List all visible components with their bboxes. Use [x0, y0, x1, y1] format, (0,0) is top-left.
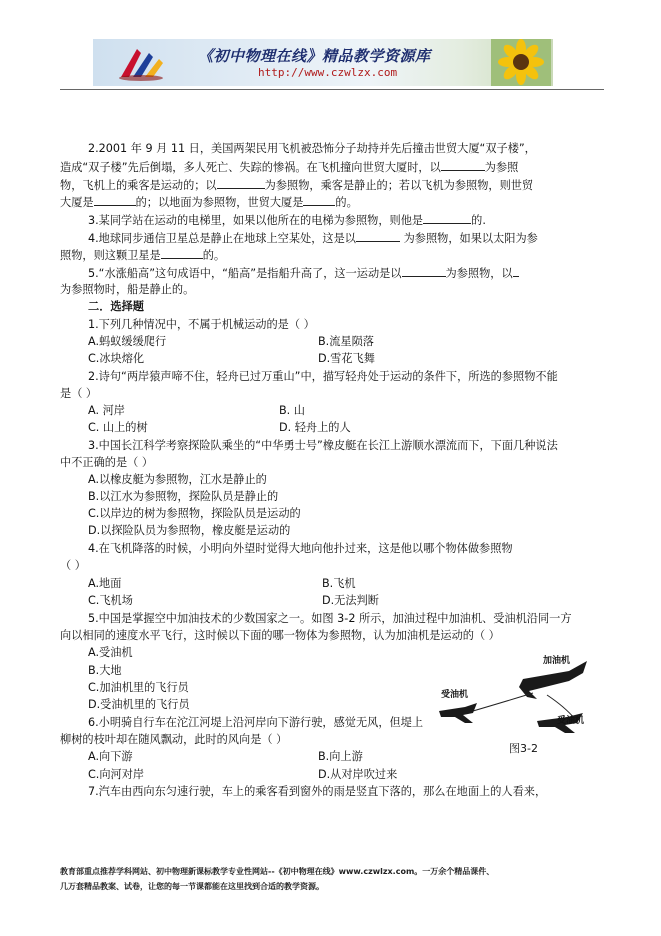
q5-line-1 [88, 265, 519, 282]
c3-option-b[interactable]: B.以江水为参照物，探险队员是静止的 [88, 490, 279, 503]
answer-blank[interactable] [303, 194, 335, 206]
footer-line-2: 几万套精品教案、试卷，让您的每一节课都能在这里找到合适的教学资源。 [60, 882, 324, 891]
refueler-plane-icon [519, 661, 587, 699]
c3-stem-1: 3.中国长江科学考察探险队乘坐的“中华勇士号”橡皮艇在长江上游顺水漂流而下，下面几种说法 [88, 439, 558, 452]
header-rule [60, 89, 604, 90]
q3-line [88, 212, 486, 229]
footer-line-1: 教育部重点推荐学科网站、初中物理新课标教学专业性网站--《初中物理在线》www.czwlzx.com。一万余个精品课件、 [60, 867, 495, 876]
q2-text: 大厦是 [60, 196, 94, 209]
q5-line-2: 为参照物时，船是静止的。 [60, 283, 195, 296]
banner-title: 《初中物理在线》精品教学资源库 [198, 47, 431, 65]
header-banner [93, 39, 553, 86]
c6-stem-2: 柳树的枝叶却在随风飘动，此时的风向是（ ） [60, 733, 288, 746]
c1-option-a[interactable]: A.蚂蚁缓缓爬行 [88, 335, 167, 348]
c2-option-a[interactable]: A. 河岸 [88, 404, 125, 417]
page-footer [60, 864, 620, 894]
q5-text: 5.“水涨船高”这句成语中，“船高”是指船升高了，这一运动是以 [88, 267, 402, 280]
c3-stem-2: 中不正确的是（ ） [60, 456, 154, 469]
q4-line-2 [60, 247, 225, 264]
c7-stem-1: 7.汽车由西向东匀速行驶，车上的乘客看到窗外的雨是竖直下落的，那么在地面上的人看来， [88, 785, 547, 798]
banner-url[interactable]: http://www.czwlzx.com [258, 66, 398, 79]
c6-option-a[interactable]: A.向下游 [88, 750, 133, 763]
c6-option-b[interactable]: B.向上游 [318, 750, 363, 763]
answer-blank[interactable] [356, 230, 400, 242]
receiver-plane-left-icon [439, 703, 477, 723]
refueling-figure [437, 651, 597, 754]
q5-text: 为参照物，以 [445, 267, 513, 280]
c6-option-c[interactable]: C.向河对岸 [88, 768, 145, 781]
c5-stem-1: 5.中国是掌握空中加油技术的少数国家之一。如图 3-2 所示，加油过程中加油机、受油机沿同一方 [88, 612, 572, 625]
section-heading: 二．选择题 [88, 300, 144, 313]
c1-stem: 1.下列几种情况中，不属于机械运动的是（ ） [88, 318, 315, 331]
c2-stem-2: 是（ ） [60, 387, 98, 400]
c5-option-c[interactable]: C.加油机里的飞行员 [88, 681, 189, 694]
q2-line-3 [60, 177, 533, 194]
answer-blank[interactable] [402, 265, 446, 277]
figure-label-refueler: 加油机 [543, 656, 571, 666]
q2-line-2 [60, 159, 518, 176]
c2-option-c[interactable]: C. 山上的树 [88, 421, 148, 434]
answer-blank[interactable] [161, 247, 203, 259]
q4-line-1 [88, 230, 538, 247]
c5-option-b[interactable]: B.大地 [88, 664, 122, 677]
answer-blank[interactable] [423, 212, 471, 224]
c3-option-d[interactable]: D.以探险队员为参照物，橡皮艇是运动的 [88, 524, 291, 537]
c4-option-c[interactable]: C.飞机场 [88, 594, 133, 607]
c2-option-b[interactable]: B. 山 [279, 404, 305, 417]
answer-blank[interactable] [217, 177, 265, 189]
q2-line-1: 2.2001 年 9 月 11 日，美国两架民用飞机被恐怖分子劫持并先后撞击世贸大厦“双子楼”， [88, 142, 536, 155]
answer-blank[interactable] [94, 194, 136, 206]
q2-text: 造成“双子楼”先后倒塌，多人死亡、失踪的惨祸。在飞机撞向世贸大厦时，以 [60, 161, 441, 174]
c1-option-b[interactable]: B.流星陨落 [318, 335, 374, 348]
c4-stem-2: （ ） [60, 559, 86, 572]
q2-text: 为参照 [484, 161, 519, 174]
q4-text: 的。 [202, 249, 226, 262]
c6-option-d[interactable]: D.从对岸吹过来 [318, 768, 398, 781]
answer-blank[interactable] [513, 265, 519, 277]
answer-blank[interactable] [441, 159, 485, 171]
c4-option-d[interactable]: D.无法判断 [322, 594, 379, 607]
q2-line-4 [60, 194, 358, 211]
c1-option-d[interactable]: D.雪花飞舞 [318, 352, 375, 365]
q2-text: 的；以地面为参照物，世贸大厦是 [135, 196, 304, 209]
figure-caption: 图3-2 [509, 742, 538, 755]
c2-option-d[interactable]: D. 轻舟上的人 [279, 421, 351, 434]
c2-stem-1: 2.诗句“两岸猿声啼不住，轻舟已过万重山”中，描写轻舟处于运动的条件下，所选的参照物不能 [88, 370, 558, 383]
c4-stem-1: 4.在飞机降落的时候，小明向外望时觉得大地向他扑过来，这是他以哪个物体做参照物 [88, 542, 513, 555]
site-logo-icon [115, 43, 167, 83]
q2-text: 的。 [335, 196, 358, 209]
c5-option-a[interactable]: A.受油机 [88, 646, 133, 659]
sunflower-icon [491, 39, 551, 86]
q2-text: 物，飞机上的乘客是运动的；以 [60, 179, 217, 192]
c5-option-d[interactable]: D.受油机里的飞行员 [88, 698, 190, 711]
q2-text: 为参照物，乘客是静止的；若以飞机为参照物，则世贸 [264, 179, 534, 192]
q4-text: 照物，则这颗卫星是 [60, 249, 161, 262]
q3-text: 3.某同学站在运动的电梯里，如果以他所在的电梯为参照物，则他是 [88, 214, 424, 227]
c5-stem-2: 向以相同的速度水平飞行，这时候以下面的哪一物体为参照物，认为加油机是运动的（ ） [60, 629, 500, 642]
c1-option-c[interactable]: C.冰块熔化 [88, 352, 145, 365]
q4-text: 4.地球同步通信卫星总是静止在地球上空某处，这是以 [88, 232, 356, 245]
c6-stem-1: 6.小明骑自行车在沱江河堤上沿河岸向下游行驶，感觉无风，但堤上 [88, 716, 424, 729]
c4-option-b[interactable]: B.飞机 [322, 577, 356, 590]
c3-option-a[interactable]: A.以橡皮艇为参照物，江水是静止的 [88, 473, 267, 486]
figure-label-receiver-left: 受油机 [441, 690, 469, 700]
figure-label-receiver-right: 受油机 [557, 716, 585, 726]
q3-text: 的. [471, 214, 486, 227]
q4-text: 为参照物，如果以太阳为参 [403, 232, 538, 245]
c4-option-a[interactable]: A.地面 [88, 577, 122, 590]
c3-option-c[interactable]: C.以岸边的树为参照物，探险队员是运动的 [88, 507, 301, 520]
